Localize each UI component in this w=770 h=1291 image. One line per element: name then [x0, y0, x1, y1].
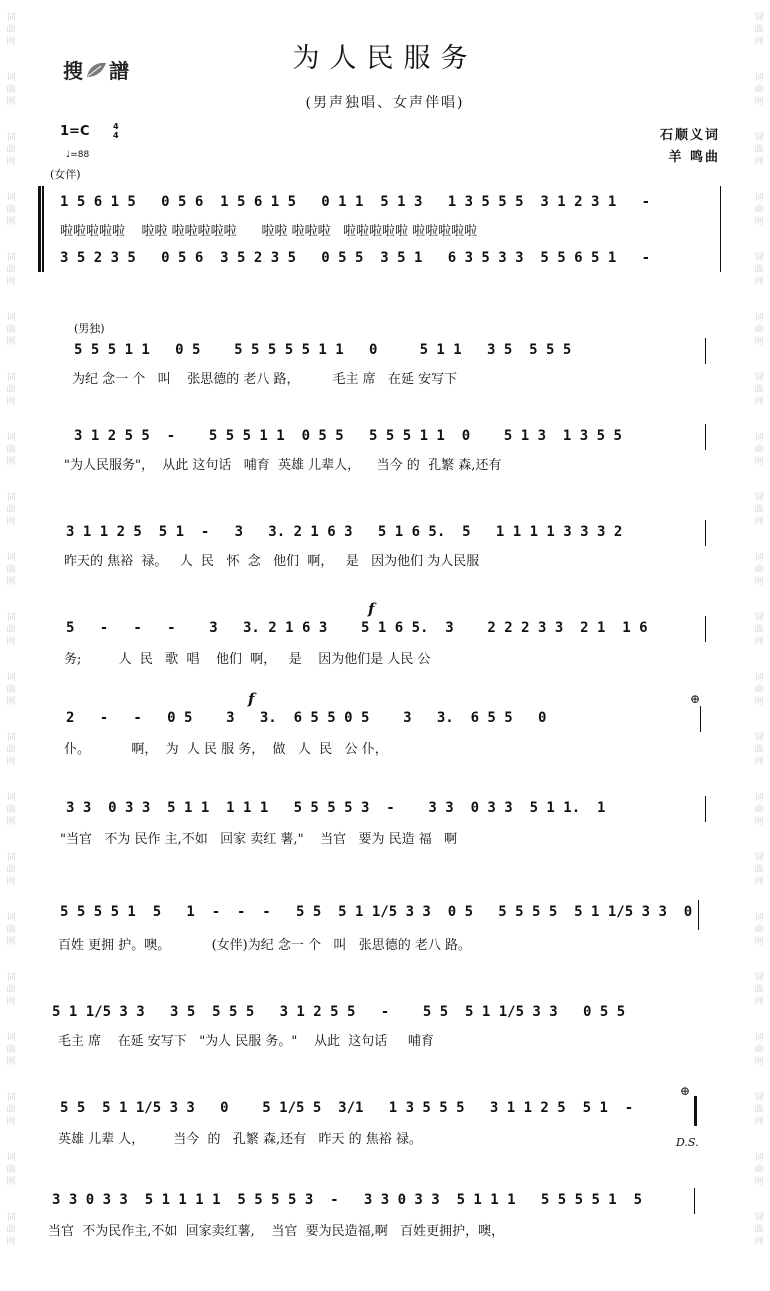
lyrics-line: 仆。 啊， 为 人 民 服 务， 做 人 民 公 仆， — [64, 742, 388, 757]
right-margin-watermark — [748, 0, 770, 1291]
dynamic-forte: f — [248, 690, 255, 708]
bar-line — [698, 900, 699, 930]
notation-line: 3 1 2 5 5 - 5 5 5 1 1 0 5 5 5 5 5 1 1 0 5 1 3 1 3 5 5 — [74, 428, 622, 444]
bar-line — [705, 338, 706, 364]
margin-watermark-cell: 词 曲 网 — [6, 853, 16, 887]
margin-watermark-cell: 词 曲 网 — [754, 673, 764, 707]
left-margin-watermark — [0, 0, 22, 1291]
margin-watermark-cell: 词 曲 网 — [754, 733, 764, 767]
margin-watermark-cell: 词 曲 网 — [754, 13, 764, 47]
margin-watermark-cell: 词 曲 网 — [6, 733, 16, 767]
margin-watermark-cell: 词 曲 网 — [754, 853, 764, 887]
margin-watermark-cell: 词 曲 网 — [6, 313, 16, 347]
notation-line-lower: 3 5 2 3 5 0 5 6 3 5 2 3 5 0 5 5 3 5 1 6 3 5 3 3 5 5 6 5 1 - — [60, 250, 651, 266]
bar-line — [705, 424, 706, 450]
coda-sign: ⊕ — [680, 1084, 691, 1098]
lyrics-line: 务; 人 民 歌 唱 他们 啊， 是 因为他们是 人民 公 — [64, 652, 431, 667]
margin-watermark-cell: 词 曲 网 — [6, 1093, 16, 1127]
margin-watermark-cell: 词 曲 网 — [754, 493, 764, 527]
margin-watermark-cell: 词 曲 网 — [754, 1213, 764, 1247]
margin-watermark-cell: 词 曲 网 — [6, 193, 16, 227]
bar-line — [720, 186, 721, 272]
margin-watermark-cell: 词 曲 网 — [6, 673, 16, 707]
margin-watermark-cell: 词 曲 网 — [754, 1033, 764, 1067]
margin-watermark-cell: 词 曲 网 — [6, 373, 16, 407]
lyrics-line: 百姓 更拥 护。噢。 (女伴)为纪 念一 个 叫 张思德的 老八 路。 — [58, 938, 472, 953]
margin-watermark-cell: 词 曲 网 — [6, 133, 16, 167]
dynamic-forte: f — [368, 600, 375, 618]
margin-watermark-cell: 词 曲 网 — [754, 133, 764, 167]
margin-watermark-cell: 词 曲 网 — [6, 73, 16, 107]
notation-line: 5 5 5 1 1/5 3 3 0 5 1/5 5 3/1 1 3 5 5 5 3 1 1 2 5 5 1 - — [60, 1100, 634, 1116]
notation-line: 1 5 6 1 5 0 5 6 1 5 6 1 5 0 1 1 5 1 3 1 3 5 5 5 3 1 2 3 1 - — [60, 194, 651, 210]
margin-watermark-cell: 词 曲 网 — [754, 193, 764, 227]
margin-watermark-cell: 词 曲 网 — [6, 913, 16, 947]
notation-line: 5 1 1/5 3 3 3 5 5 5 5 3 1 2 5 5 - 5 5 5 1 1/5 3 3 0 5 5 — [52, 1004, 626, 1020]
margin-watermark-cell: 词 曲 网 — [754, 73, 764, 107]
margin-watermark-cell: 词 曲 网 — [754, 913, 764, 947]
margin-watermark-cell: 词 曲 网 — [6, 553, 16, 587]
lyrics-line: 当官 不为民作主,不如 回家卖红薯, 当官 要为民造福,啊 百姓更拥护，噢， — [48, 1224, 505, 1239]
final-bar-line — [694, 1096, 697, 1126]
margin-watermark-cell: 词 曲 网 — [6, 493, 16, 527]
margin-watermark-cell: 词 曲 网 — [754, 973, 764, 1007]
lyrics-line: "为人民服务"， 从此 这句话 哺育 英雄 儿辈人， 当今 的 孔繁 森,还有 — [64, 458, 502, 473]
lyrics-line: 昨天的 焦裕 禄。 人 民 怀 念 他们 啊， 是 因为他们 为人民服 — [64, 554, 480, 569]
notation-line: 5 - - - 3 3. 2 1 6 3 5 1 6 5. 3 2 2 2 3 3 2 1 1 6 — [66, 620, 648, 636]
key-signature: 1=C — [60, 124, 90, 139]
song-subtitle: (男声独唱、女声伴唱) — [305, 95, 465, 111]
margin-watermark-cell: 词 曲 网 — [754, 793, 764, 827]
time-signature: 4 4 — [113, 122, 119, 140]
margin-watermark-cell: 词 曲 网 — [754, 313, 764, 347]
margin-watermark-cell: 词 曲 网 — [754, 253, 764, 287]
composer-credit: 羊 鸣曲 — [668, 150, 720, 165]
tempo-marking: ♩=88 — [66, 150, 90, 160]
bar-line — [705, 616, 706, 642]
lyrics-line: 啦啦啦啦啦 啦啦 啦啦啦啦啦 啦啦 啦啦啦 啦啦啦啦啦 啦啦啦啦啦 — [60, 224, 478, 239]
logo-text-left: 搜 — [63, 59, 83, 83]
dal-segno-marking: D.S. — [676, 1136, 699, 1149]
logo-text-right: 譜 — [109, 59, 129, 83]
margin-watermark-cell: 词 曲 网 — [6, 433, 16, 467]
margin-watermark-cell: 词 曲 网 — [6, 1213, 16, 1247]
notation-line: 3 1 1 2 5 5 1 - 3 3. 2 1 6 3 5 1 6 5. 5 1 1 1 1 3 3 3 2 — [66, 524, 623, 540]
margin-watermark-cell: 词 曲 网 — [6, 613, 16, 647]
margin-watermark-cell: 词 曲 网 — [754, 1153, 764, 1187]
lyrics-line: 英雄 儿辈 人， 当今 的 孔繁 森,还有 昨天 的 焦裕 禄。 — [58, 1132, 422, 1147]
lyrics-line: 为纪 念一 个 叫 张思德的 老八 路， 毛主 席 在延 安写下 — [72, 372, 458, 387]
system-start-bar — [38, 186, 41, 272]
margin-watermark-cell: 词 曲 网 — [754, 613, 764, 647]
notation-line: 5 5 5 5 1 5 1 - - - 5 5 5 1 1/5 3 3 0 5 5 5 5 5 5 1 1/5 3 3 0 — [60, 904, 693, 920]
system-brace — [42, 186, 50, 272]
margin-watermark-cell: 词 曲 网 — [6, 253, 16, 287]
margin-watermark-cell: 词 曲 网 — [6, 13, 16, 47]
margin-watermark-cell: 词 曲 网 — [754, 1093, 764, 1127]
notation-line: 3 3 0 3 3 5 1 1 1 1 1 5 5 5 5 3 - 3 3 0 3 3 5 1 1. 1 — [66, 800, 606, 816]
bar-line — [705, 796, 706, 822]
notation-line: 3 3 0 3 3 5 1 1 1 1 5 5 5 5 3 - 3 3 0 3 3 5 1 1 1 5 5 5 5 1 5 — [52, 1192, 643, 1208]
margin-watermark-cell: 词 曲 网 — [754, 373, 764, 407]
coda-sign: ⊕ — [690, 692, 701, 706]
bar-line — [705, 520, 706, 546]
lyrics-line: "当官 不为 民作 主,不如 回家 卖红 薯," 当官 要为 民造 福 啊 — [60, 832, 458, 847]
margin-watermark-cell: 词 曲 网 — [6, 1033, 16, 1067]
lyricist-credit: 石顺义词 — [659, 128, 720, 143]
section-label-male: (男独) — [74, 322, 105, 335]
song-title: 为人民服务 — [292, 43, 478, 74]
bar-line — [694, 1188, 695, 1214]
margin-watermark-cell: 词 曲 网 — [754, 553, 764, 587]
section-label-female: (女伴) — [50, 168, 81, 181]
notation-line: 2 - - 0 5 3 3. 6 5 5 0 5 3 3. 6 5 5 0 — [66, 710, 547, 726]
margin-watermark-cell: 词 曲 网 — [6, 793, 16, 827]
margin-watermark-cell: 词 曲 网 — [6, 973, 16, 1007]
notation-line: 5 5 5 1 1 0 5 5 5 5 5 5 1 1 0 5 1 1 3 5 5 5 5 — [74, 342, 572, 358]
lyrics-line: 毛主 席 在延 安写下 "为人 民服 务。" 从此 这句话 哺育 — [58, 1034, 434, 1049]
margin-watermark-cell: 词 曲 网 — [6, 1153, 16, 1187]
margin-watermark-cell: 词 曲 网 — [754, 433, 764, 467]
bar-line — [700, 706, 701, 732]
